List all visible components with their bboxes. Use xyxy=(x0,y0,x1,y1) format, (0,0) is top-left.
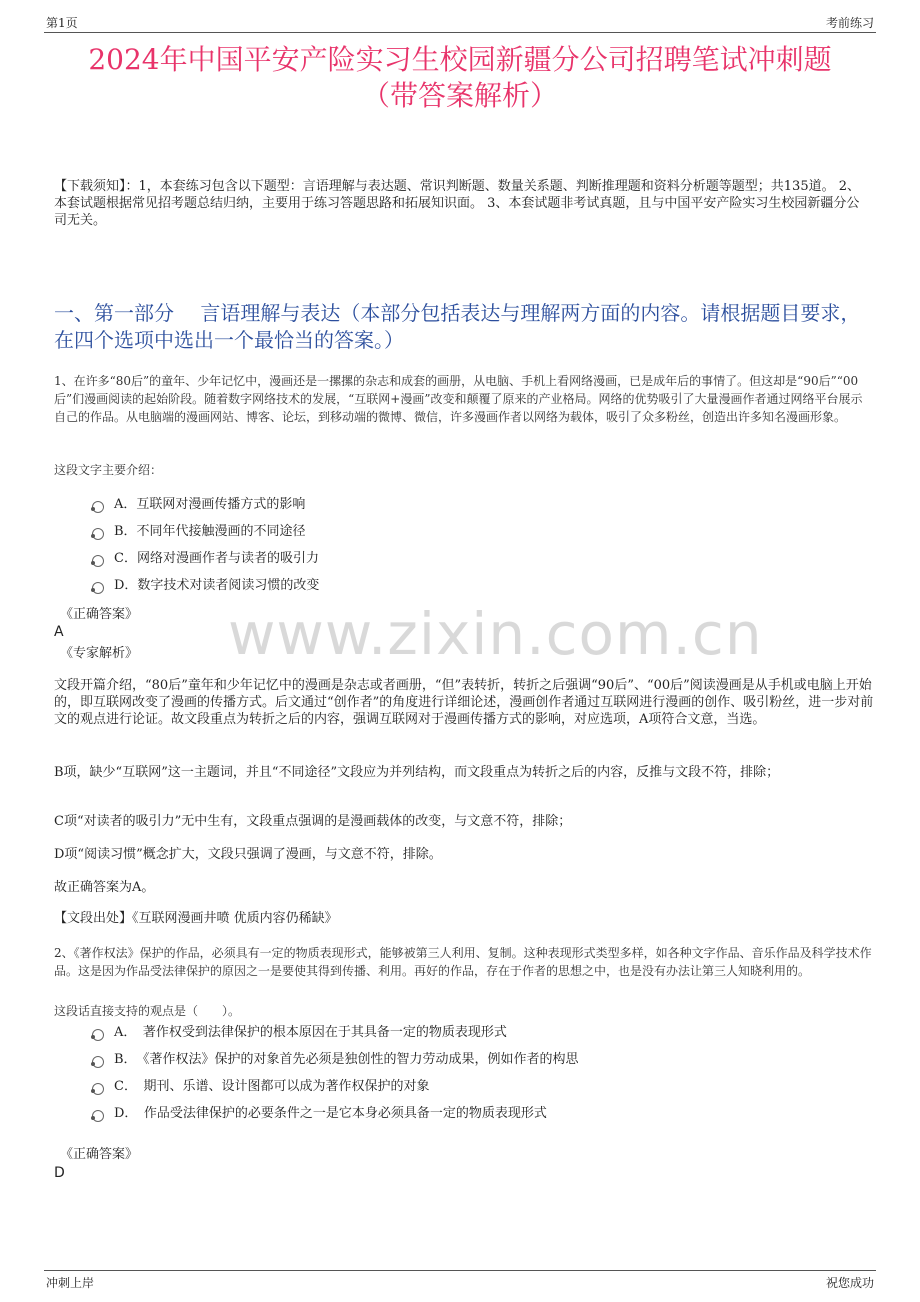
radio-icon[interactable] xyxy=(92,501,104,513)
q1-prompt: 这段文字主要介绍： xyxy=(54,463,163,477)
q1-analysis-3: C项“对读者的吸引力”无中生有，文段重点强调的是漫画载体的改变，与文意不符，排除； xyxy=(54,814,572,829)
radio-icon[interactable] xyxy=(92,582,104,594)
download-notice: 【下载须知】：1，本套练习包含以下题型：言语理解与表达题、常识判断题、数量关系题、判断推理题和资料分析题等题型；共135道。 2、本套试题根据常见招考题总结归纳，主要用于练习答题思路和拓展知识面。 3、本套试题非考试真题，且与中国平安产险实习生校园新疆分公司无关。 xyxy=(54,179,860,228)
q1-analysis-2: B项，缺少“互联网”这一主题词，并且“不同途径”文段应为并列结构，而文段重点为转折之后的内容，反推与文段不符，排除； xyxy=(54,765,780,780)
q1-source: 【文段出处】《互联网漫画井喷 优质内容仍稀缺》 xyxy=(54,911,338,926)
q2-option-c[interactable]: C． 期刊、乐谱、设计图都可以成为著作权保护的对象 xyxy=(92,1078,429,1096)
radio-icon[interactable] xyxy=(92,1083,104,1095)
page-header xyxy=(44,12,876,33)
header-tag: 考前练习 xyxy=(825,16,874,30)
q1-analysis-5: 故正确答案为A。 xyxy=(54,880,155,895)
radio-icon[interactable] xyxy=(92,555,104,567)
section-heading: 一、第一部分 言语理解与表达（本部分包括表达与理解两方面的内容。请根据题目要求，在四个选项中选出一个最恰当的答案。） xyxy=(54,301,861,352)
q2-answer-label: 《正确答案》 xyxy=(60,1147,139,1162)
q2-option-a[interactable]: A． 著作权受到法律保护的根本原因在于其具备一定的物质表现形式 xyxy=(92,1024,507,1042)
page-number: 第1页 xyxy=(46,16,78,30)
q2-prompt: 这段话直接支持的观点是（ ）。 xyxy=(54,1004,241,1018)
title-line-1: 2024年中国平安产险实习生校园新疆分公司招聘笔试冲刺题 xyxy=(88,43,832,76)
radio-icon[interactable] xyxy=(92,1029,104,1041)
radio-icon[interactable] xyxy=(92,1110,104,1122)
q2-answer: D xyxy=(54,1165,65,1181)
q2-option-b[interactable]: B． 《著作权法》保护的对象首先必须是独创性的智力劳动成果，例如作者的构思 xyxy=(92,1051,579,1069)
footer-right: 祝您成功 xyxy=(825,1276,874,1290)
q1-answer-label: 《正确答案》 xyxy=(60,607,139,622)
q1-option-b[interactable]: B．不同年代接触漫画的不同途径 xyxy=(92,523,306,541)
footer-left: 冲刺上岸 xyxy=(46,1276,95,1290)
q1-analysis-1: 文段开篇介绍，“80后”童年和少年记忆中的漫画是杂志或者画册，“但”表转折，转折之后强调“90后”、“00后”阅读漫画是从手机或电脑上开始的，即互联网改变了漫画的传播方式。后文通过“创作者”的角度进行详细论述，漫画创作者通过互联网进行漫画的创作、吸引粉丝，进一步对前文的观点进行论证。故文段重点为转折之后的内容，强调互联网对于漫画传播方式的影响，对应选项，A项符合文意，当选。 xyxy=(54,678,874,727)
q1-stem: 1、在许多“80后”的童年、少年记忆中，漫画还是一摞摞的杂志和成套的画册，从电脑、手机上看网络漫画，已是成年后的事情了。但这却是“90后”“00后”们漫画阅读的起始阶段。随着数字网络技术的发展，“互联网+漫画”改变和颠覆了原来的产业格局。网络的优势吸引了大量漫画作者通过网络平台展示自己的作品。从电脑端的漫画网站、博客、论坛，到移动端的微博、微信，许多漫画作者以网络为载体，吸引了众多粉丝，创造出许多知名漫画形象。 xyxy=(54,374,863,424)
q1-analysis-label: 《专家解析》 xyxy=(60,646,139,661)
q1-answer: A xyxy=(54,624,64,640)
q2-stem: 2、《著作权法》保护的作品，必须具有一定的物质表现形式，能够被第三人利用、复制。这种表现形式类型多样，如各种文字作品、音乐作品及科学技术作品。这是因为作品受法律保护的原因之一是要使其得到传播、利用。再好的作品，存在于作者的思想之中，也是没有办法让第三人知晓利用的。 xyxy=(54,946,872,978)
watermark: www.zixin.com.cn xyxy=(228,600,763,668)
q1-option-c[interactable]: C．网络对漫画作者与读者的吸引力 xyxy=(92,550,319,568)
q1-analysis-4: D项“阅读习惯”概念扩大，文段只强调了漫画，与文意不符，排除。 xyxy=(54,847,442,862)
q1-option-d[interactable]: D．数字技术对读者阅读习惯的改变 xyxy=(92,577,319,595)
radio-icon[interactable] xyxy=(92,528,104,540)
title-line-2: （带答案解析） xyxy=(361,79,558,112)
q1-option-a[interactable]: A．互联网对漫画传播方式的影响 xyxy=(92,496,305,514)
document-title xyxy=(40,42,880,114)
q2-option-d[interactable]: D． 作品受法律保护的必要条件之一是它本身必须具备一定的物质表现形式 xyxy=(92,1105,547,1123)
page-footer xyxy=(44,1270,876,1291)
radio-icon[interactable] xyxy=(92,1056,104,1068)
